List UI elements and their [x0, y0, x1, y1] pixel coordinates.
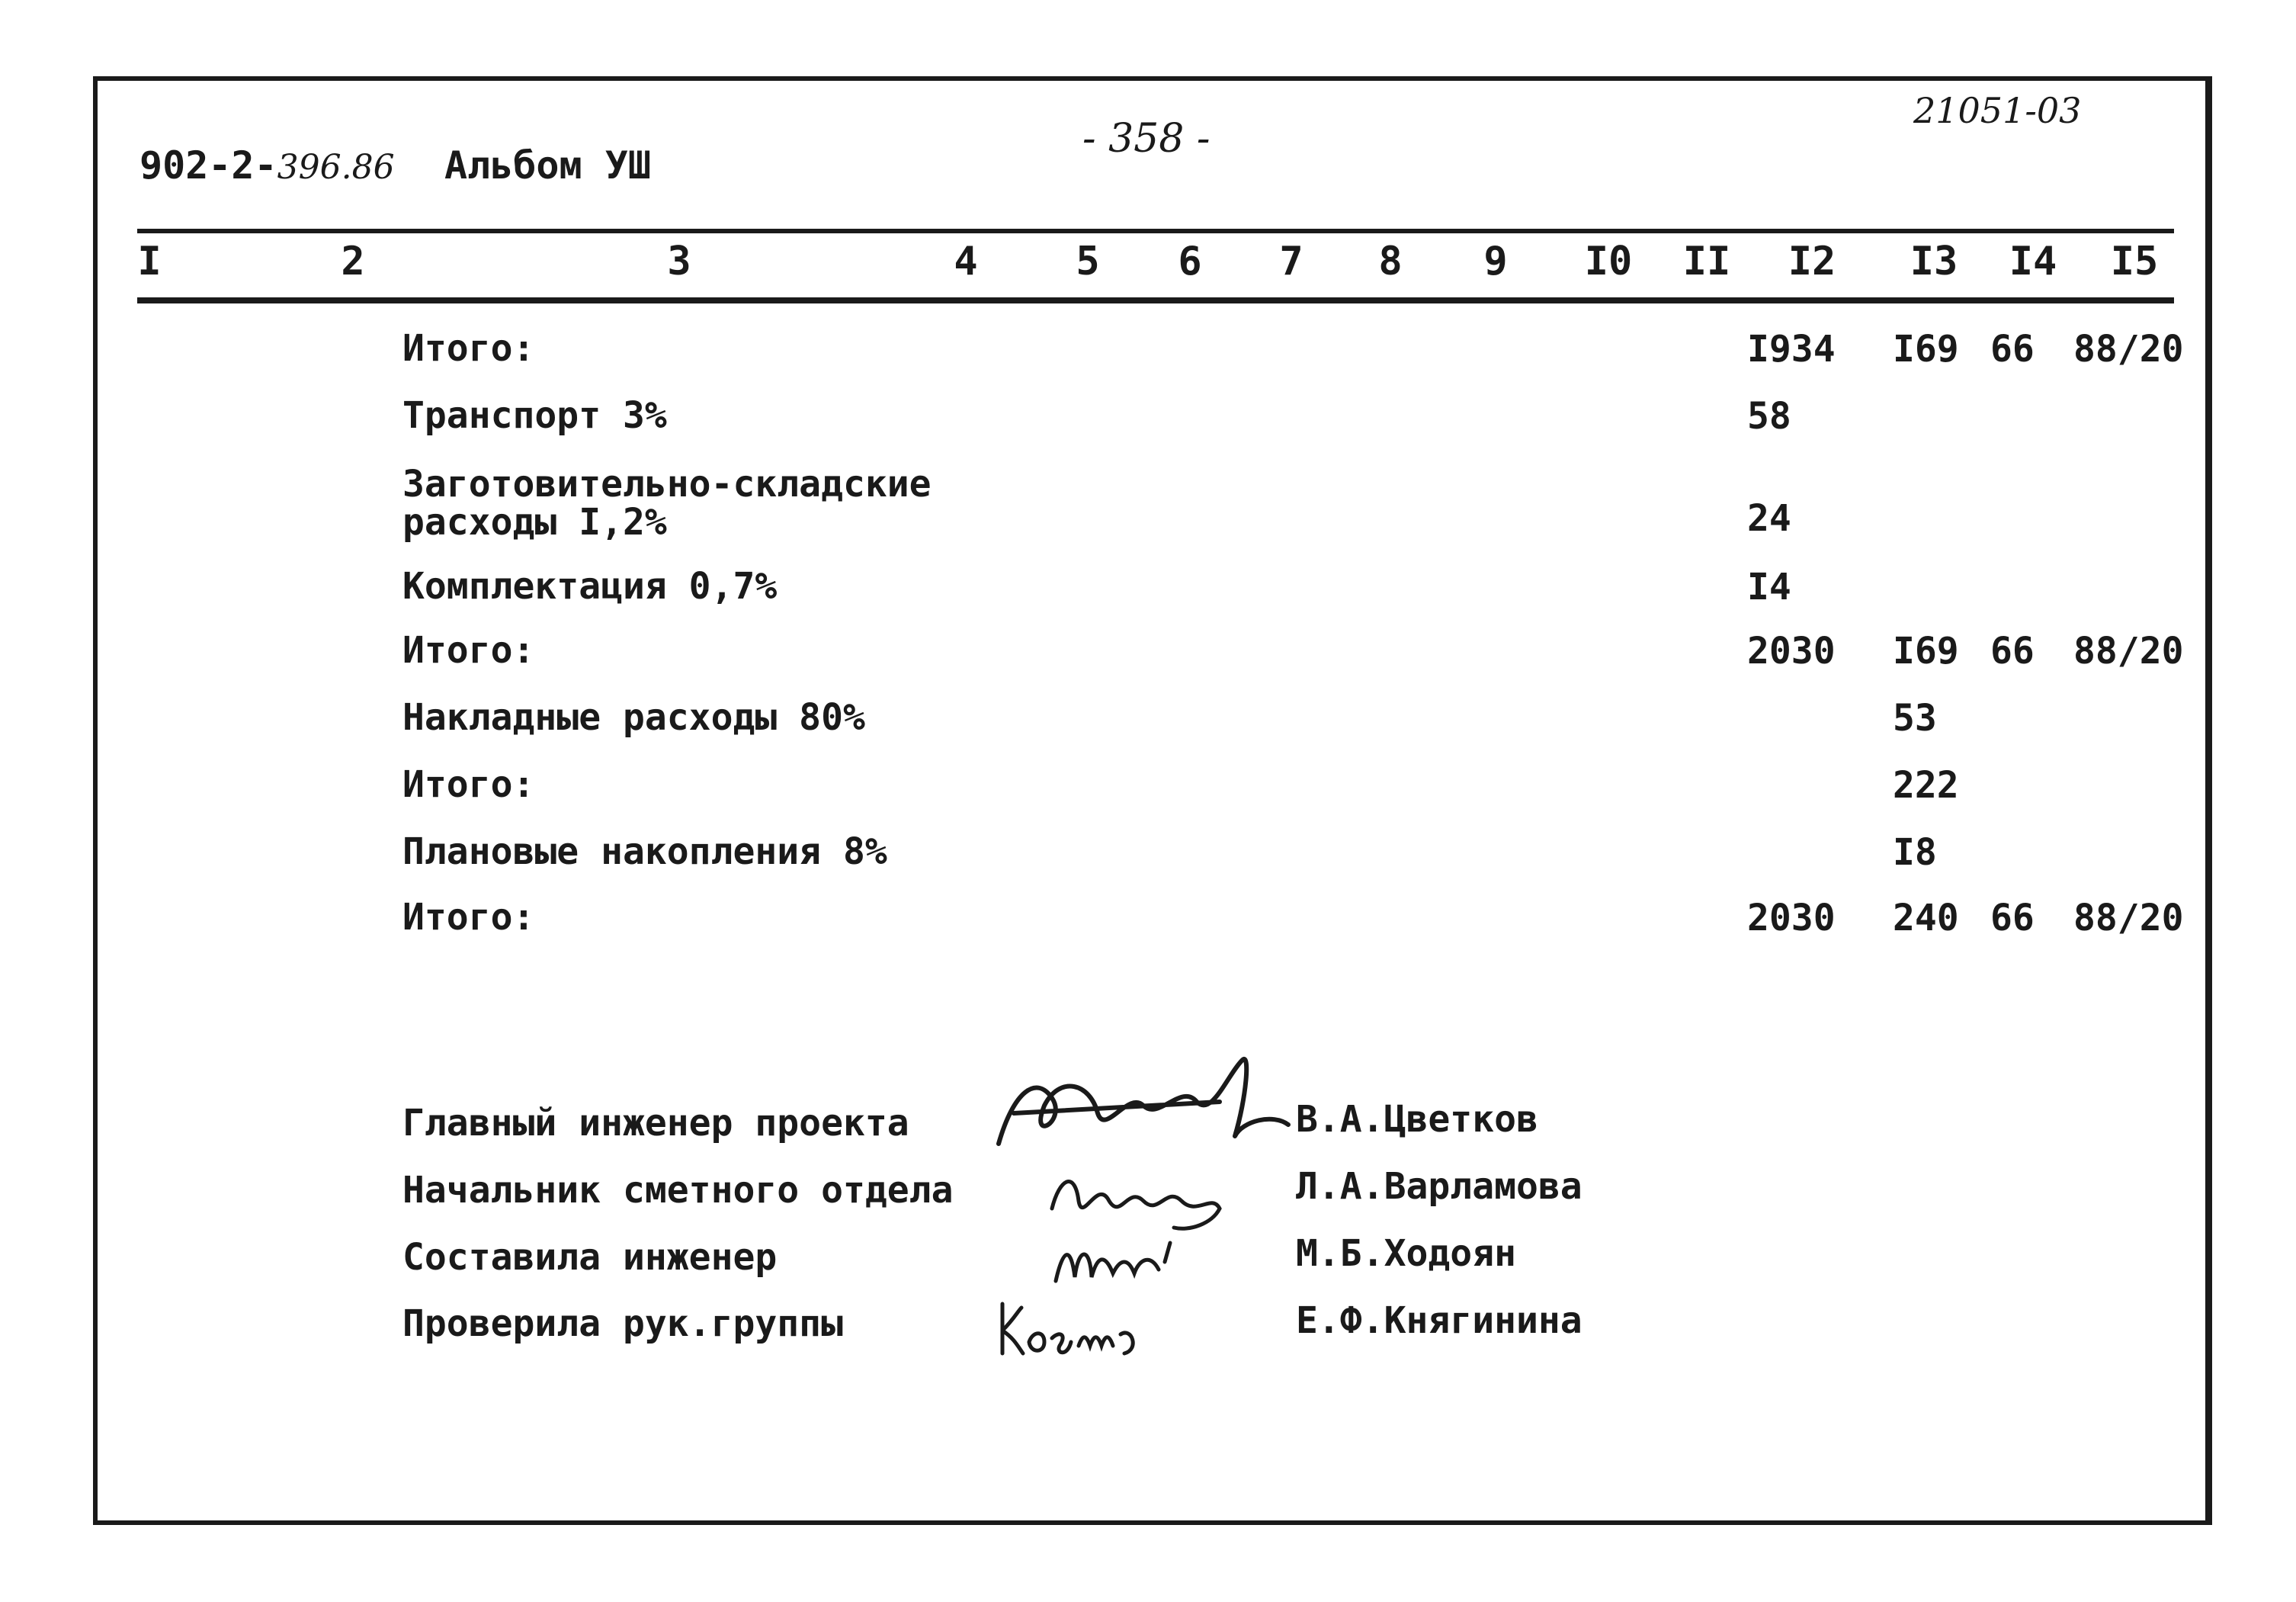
signature-name: М.Б.Ходоян [1296, 1232, 1516, 1275]
row-label: Итого: [402, 327, 535, 370]
cell-col-15: 88/20 [2073, 328, 2184, 371]
album-label: Альбом УШ [444, 143, 651, 188]
cell-col-13: I8 [1893, 831, 1937, 874]
cell-col-14: 66 [1990, 897, 2035, 939]
cell-col-14: 66 [1990, 630, 2035, 673]
col-header-6: 6 [1178, 239, 1202, 284]
col-header-9: 9 [1483, 239, 1508, 284]
document-code-handwritten: 396.86 [277, 148, 395, 187]
signature-title: Начальник сметного отдела [402, 1169, 954, 1212]
cell-col-15: 88/20 [2073, 897, 2184, 939]
header-bottom-rule [137, 297, 2174, 303]
col-header-14: I4 [2009, 239, 2057, 284]
page-number: - 358 - [1082, 116, 1211, 162]
document-code [139, 143, 395, 188]
col-header-4: 4 [954, 239, 978, 284]
cell-col-12: 58 [1747, 395, 1791, 438]
signature-title: Главный инженер проекта [402, 1102, 909, 1145]
col-header-1: I [137, 239, 162, 284]
row-label: Итого: [402, 763, 535, 806]
col-header-8: 8 [1378, 239, 1403, 284]
row-label-continued: расходы I,2% [402, 501, 667, 544]
signature-title: Проверила рук.группы [402, 1302, 843, 1345]
row-label: Заготовительно-складские [402, 463, 932, 506]
cell-col-12: I4 [1747, 566, 1791, 608]
col-header-12: I2 [1788, 239, 1836, 284]
row-label: Итого: [402, 896, 535, 939]
row-label: Комплектация 0,7% [402, 565, 778, 608]
cell-col-13: 240 [1893, 897, 1959, 939]
signature-name: В.А.Цветков [1296, 1098, 1538, 1141]
cell-col-12: 2030 [1747, 897, 1836, 939]
cell-col-13: I69 [1893, 630, 1959, 673]
col-header-13: I3 [1910, 239, 1958, 284]
cell-col-12: 2030 [1747, 630, 1836, 673]
signature-title: Составила инженер [402, 1236, 778, 1279]
row-label: Транспорт 3% [402, 394, 667, 437]
col-header-5: 5 [1076, 239, 1100, 284]
header-top-rule [137, 229, 2174, 233]
cell-col-14: 66 [1990, 328, 2035, 371]
cell-col-12: 24 [1747, 497, 1791, 540]
document-code-prefix: 902-2- [139, 143, 277, 188]
cell-col-13: 222 [1893, 764, 1959, 807]
col-header-11: II [1682, 239, 1731, 284]
row-label: Накладные расходы 80% [402, 696, 865, 739]
signature-scribble-1 [983, 1029, 1304, 1167]
signature-name: Е.Ф.Княгинина [1296, 1299, 1583, 1342]
col-header-3: 3 [667, 239, 691, 284]
signature-scribble-4 [991, 1289, 1159, 1365]
col-header-15: I5 [2110, 239, 2159, 284]
cell-col-15: 88/20 [2073, 630, 2184, 673]
archive-stamp: 21051-03 [1913, 90, 2082, 131]
signature-scribble-3 [1044, 1224, 1197, 1292]
col-header-2: 2 [341, 239, 365, 284]
cell-col-13: I69 [1893, 328, 1959, 371]
row-label: Итого: [402, 629, 535, 672]
col-header-10: I0 [1584, 239, 1633, 284]
col-header-7: 7 [1279, 239, 1304, 284]
cell-col-13: 53 [1893, 697, 1937, 740]
cell-col-12: I934 [1747, 328, 1836, 371]
signature-name: Л.А.Варламова [1296, 1165, 1583, 1208]
row-label: Плановые накопления 8% [402, 830, 887, 873]
